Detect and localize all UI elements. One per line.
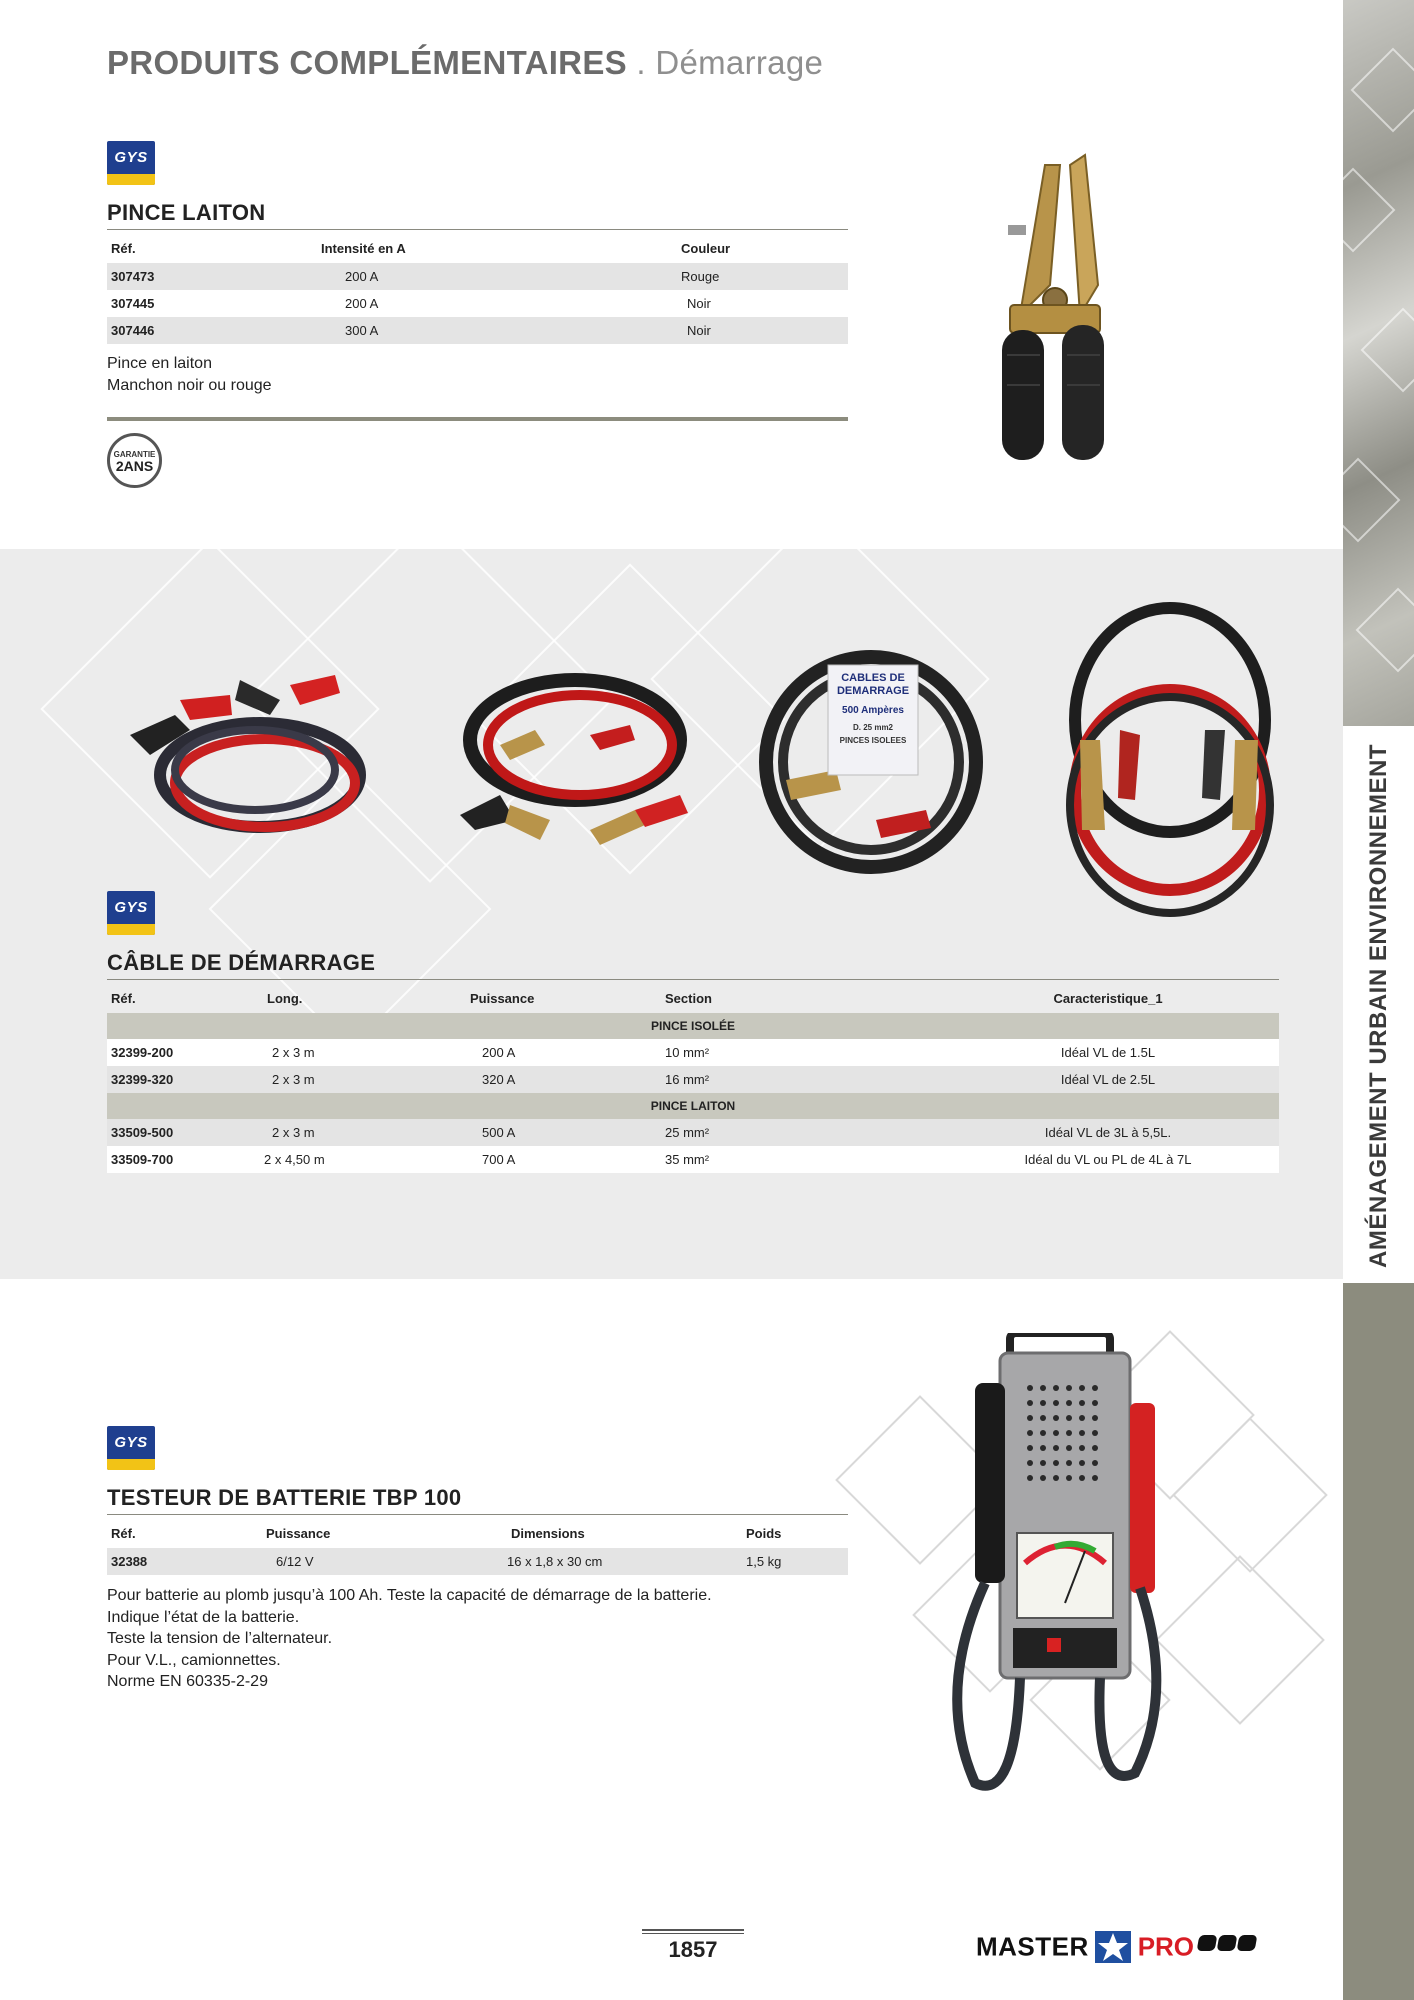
page-header <box>107 44 823 82</box>
decorative-dots <box>1198 1935 1258 1956</box>
bag-label: CABLES DE DEMARRAGE 500 Ampères D. 25 mm2 PINCES ISOLEES <box>836 672 910 745</box>
jumper-cable-bag-image <box>756 650 986 875</box>
table-header-row <box>107 233 848 263</box>
rail-texture <box>1343 0 1414 726</box>
col-header-couleur: Couleur <box>681 240 731 256</box>
table-row: 32399-200 2 x 3 m 200 A 10 mm² Idéal VL de 1.5L <box>107 1039 1279 1066</box>
table-row: 33509-700 2 x 4,50 m 700 A 35 mm² Idéal du VL ou PL de 4L à 7L <box>107 1146 1279 1173</box>
table-row: 307445 200 A Noir <box>111 296 711 311</box>
col-header-intensite: Intensité en A <box>321 240 406 256</box>
garantie-2-ans-badge: GARANTIE 2ANS <box>107 433 162 488</box>
star-icon <box>1093 1927 1133 1967</box>
cable-spec-table <box>107 983 1279 1173</box>
gys-logo: GYS <box>107 141 155 185</box>
rail-section-label: AMÉNAGEMENT URBAIN ENVIRONNEMENT <box>1365 743 1392 1269</box>
table-group-row: PINCE ISOLÉE <box>107 1013 1279 1039</box>
table-row: 33509-500 2 x 3 m 500 A 25 mm² Idéal VL de 3L à 5,5L. <box>107 1119 1279 1146</box>
table-row: 32399-320 2 x 3 m 320 A 16 mm² Idéal VL de 2.5L <box>107 1066 1279 1093</box>
page-title: PRODUITS COMPLÉMENTAIRES <box>107 44 627 81</box>
page-number: 1857 <box>668 1937 718 1962</box>
masterpro-logo: MASTER PRO <box>976 1927 1194 1967</box>
testeur-spec-table <box>107 1518 848 1575</box>
gys-logo: GYS <box>107 1426 155 1470</box>
col-header-ref: Réf. <box>111 240 136 256</box>
cable-title-rule <box>107 979 1279 980</box>
jumper-cable-image-1 <box>120 655 380 860</box>
jumper-cable-image-2 <box>440 645 700 875</box>
table-group-row: PINCE LAITON <box>107 1093 1279 1119</box>
pince-title-rule <box>107 229 848 230</box>
rail-bottom-block <box>1343 1283 1414 2000</box>
brass-clamp-image <box>950 145 1150 475</box>
pince-title: PINCE LAITON <box>107 200 266 225</box>
jumper-cable-image-4 <box>1060 600 1280 920</box>
table-header-row: Réf. Long. Puissance Section Caracteristique_1 <box>111 990 1163 1006</box>
testeur-title-rule <box>107 1514 848 1515</box>
pince-description: Pince en laiton Manchon noir ou rouge <box>107 355 272 394</box>
testeur-title: TESTEUR DE BATTERIE TBP 100 <box>107 1485 462 1510</box>
cable-title: CÂBLE DE DÉMARRAGE <box>107 950 376 975</box>
battery-tester-image <box>935 1333 1175 1803</box>
gys-logo: GYS <box>107 891 155 935</box>
pince-bottom-rule <box>107 417 848 421</box>
table-row: 307473 200 A Rouge <box>107 263 848 290</box>
table-header-row: Réf. Puissance Dimensions Poids <box>111 1525 782 1541</box>
page-subtitle: . Démarrage <box>636 44 824 81</box>
side-rail <box>1343 0 1414 2000</box>
table-row: 32388 6/12 V 16 x 1,8 x 30 cm 1,5 kg <box>107 1548 848 1575</box>
table-row: 307446 300 A Noir <box>107 317 848 344</box>
testeur-description: Pour batterie au plomb jusqu’à 100 Ah. Teste la capacité de démarrage de la batterie. Indique l’état de la batterie. Teste la tension de l’alternateur. Pour V.L., camionnettes. Norme EN 60335-2-29 <box>107 1587 712 1690</box>
pince-spec-table <box>107 233 848 344</box>
